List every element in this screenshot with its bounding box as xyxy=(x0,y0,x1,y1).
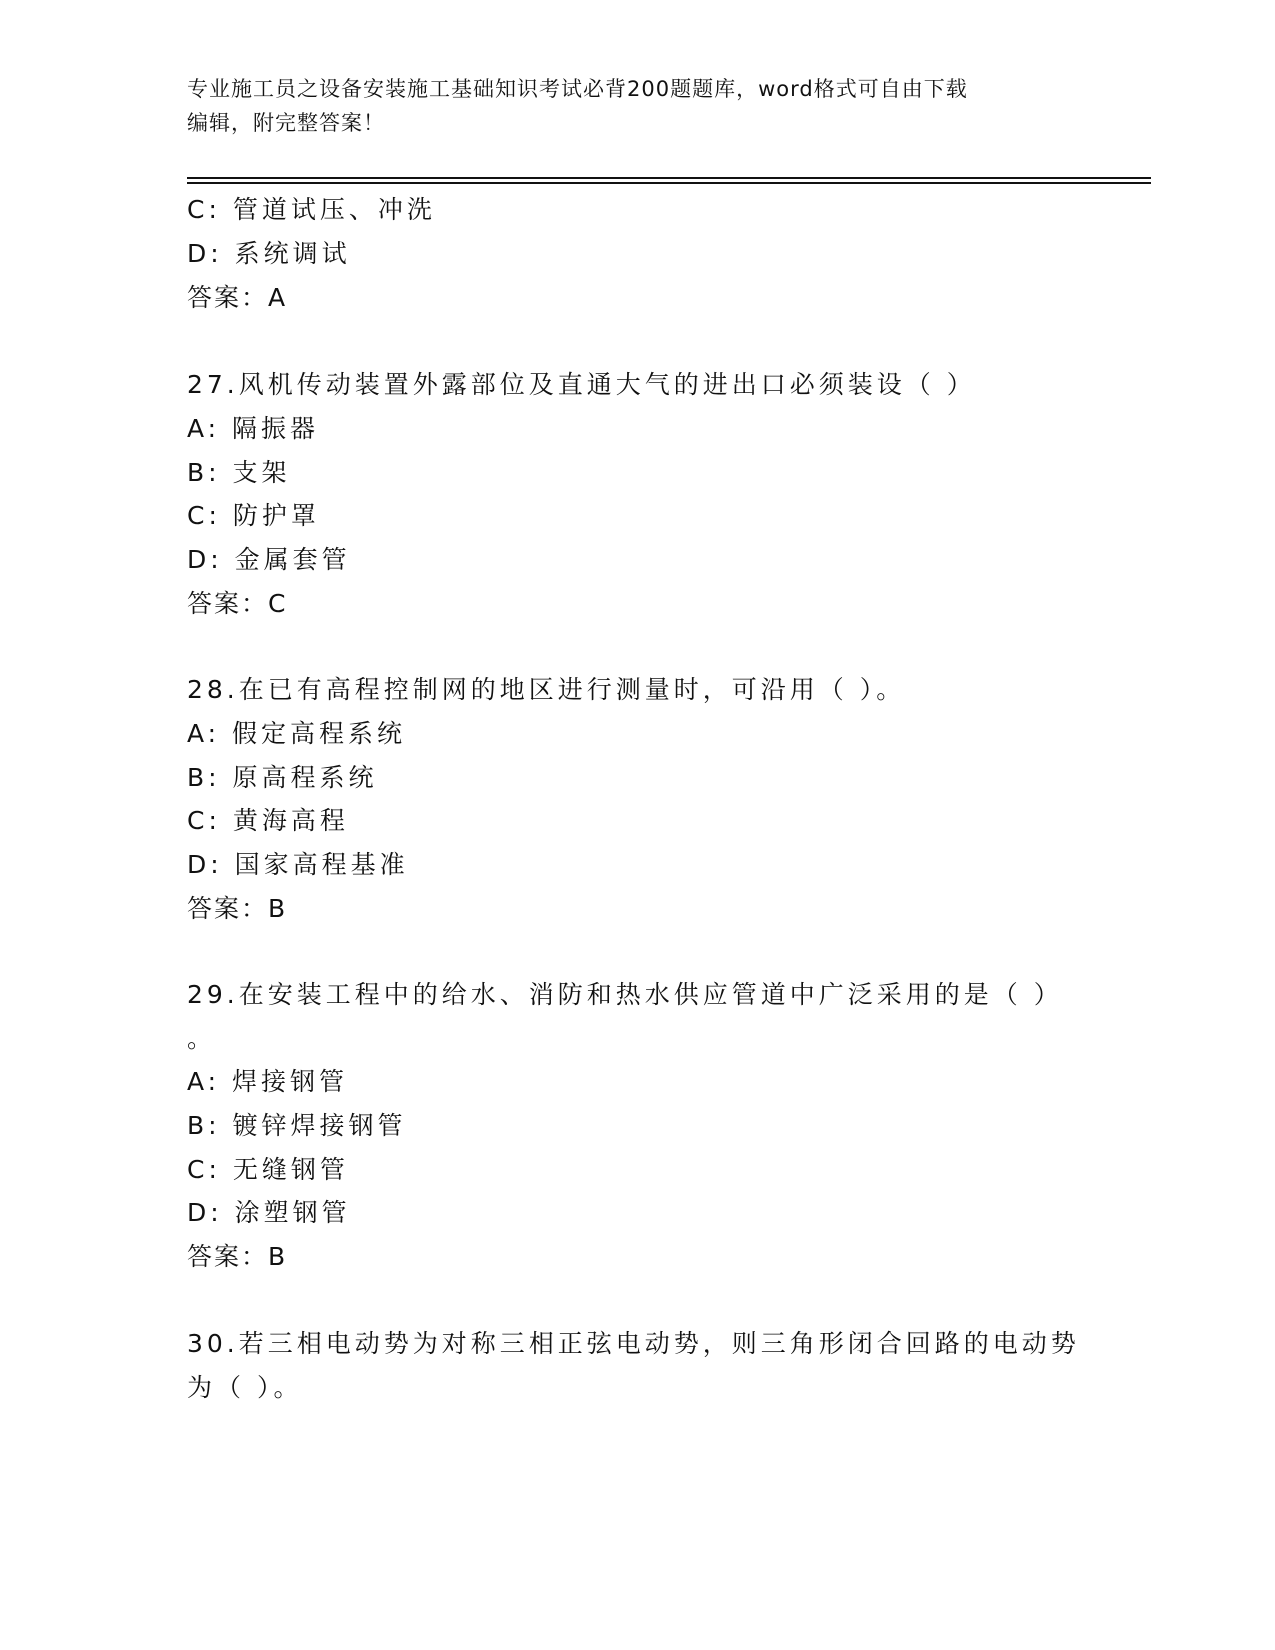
question-29: 29.在安装工程中的给水、消防和热水供应管道中广泛采用的是（ ） xyxy=(187,980,1063,1009)
option-d-q28: D: 国家高程基准 xyxy=(187,850,409,879)
option-a-q27: A: 隔振器 xyxy=(187,414,320,443)
answer-q26: 答案：A xyxy=(187,283,288,312)
option-a-q28: A: 假定高程系统 xyxy=(187,719,407,748)
option-b-q28: B: 原高程系统 xyxy=(187,763,378,792)
document-header xyxy=(187,72,1087,140)
option-c-q28: C: 黄海高程 xyxy=(187,806,349,835)
option-c-q27: C: 防护罩 xyxy=(187,501,320,530)
header-divider-bottom xyxy=(187,182,1151,184)
answer-q29: 答案：B xyxy=(187,1242,288,1271)
question-28: 28.在已有高程控制网的地区进行测量时，可沿用（ ）。 xyxy=(187,675,906,704)
question-30-continuation: 为（ ）。 xyxy=(187,1373,303,1402)
option-d-q26: D: 系统调试 xyxy=(187,239,351,268)
option-d-q29: D: 涂塑钢管 xyxy=(187,1198,351,1227)
question-30: 30.若三相电动势为对称三相正弦电动势，则三角形闭合回路的电动势 xyxy=(187,1329,1080,1358)
option-b-q27: B: 支架 xyxy=(187,458,291,487)
question-27: 27.风机传动装置外露部位及直通大气的进出口必须装设（ ） xyxy=(187,370,976,399)
option-a-q29: A: 焊接钢管 xyxy=(187,1067,349,1096)
header-line-2: 编辑，附完整答案！ xyxy=(187,111,385,135)
answer-q27: 答案：C xyxy=(187,589,288,618)
option-d-q27: D: 金属套管 xyxy=(187,545,351,574)
header-line-1: 专业施工员之设备安装施工基础知识考试必背200题题库，word格式可自由下载 xyxy=(187,77,968,101)
option-b-q29: B: 镀锌焊接钢管 xyxy=(187,1111,407,1140)
header-divider-top xyxy=(187,177,1151,179)
option-c-q29: C: 无缝钢管 xyxy=(187,1155,349,1184)
answer-q28: 答案：B xyxy=(187,894,288,923)
question-29-continuation: 。 xyxy=(187,1024,217,1053)
option-c-q26: C: 管道试压、冲洗 xyxy=(187,195,436,224)
